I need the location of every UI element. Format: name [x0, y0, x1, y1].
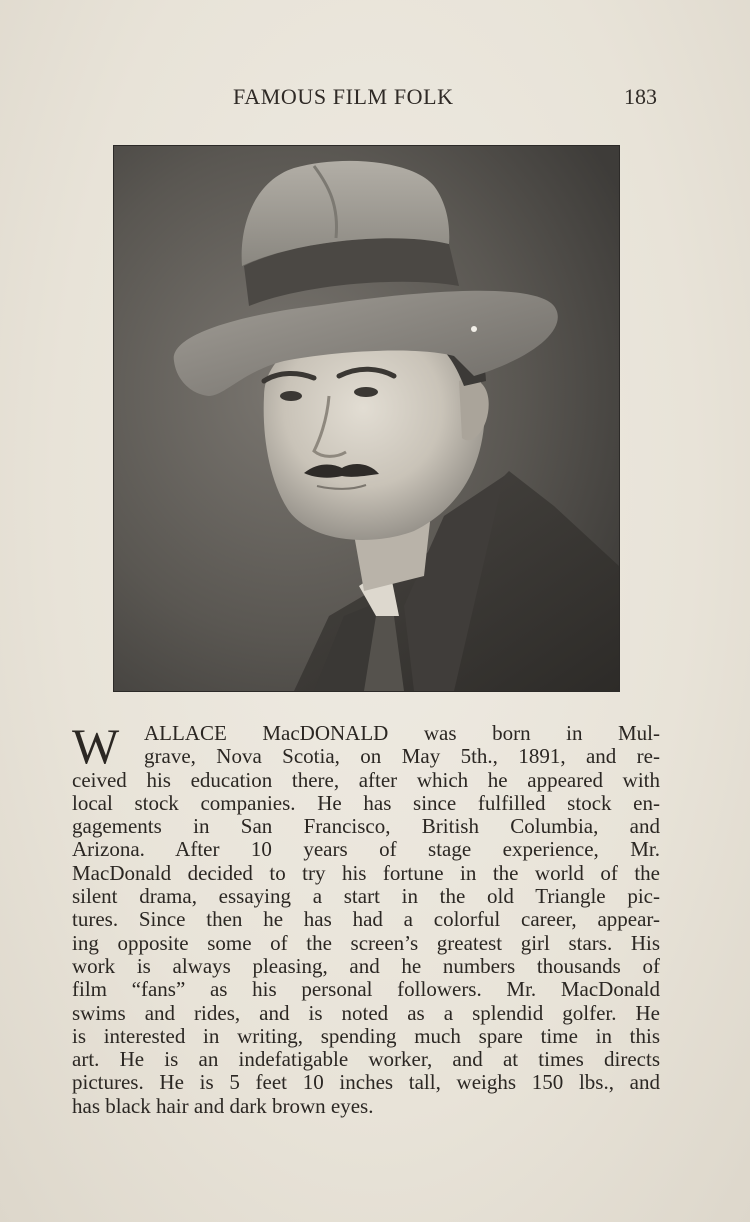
- bio-line: Arizona. After 10 years of stage experience, Mr.: [72, 837, 660, 862]
- bio-line: ALLACE MacDONALD was born in Mul-: [144, 721, 660, 745]
- drop-cap: W: [72, 718, 120, 774]
- portrait-illustration: [114, 146, 619, 691]
- running-title: FAMOUS FILM FOLK: [233, 84, 454, 109]
- bio-line: tures. Since then he has had a colorful career, appear-: [72, 907, 660, 932]
- bio-line: swims and rides, and is noted as a splendid golfer. He: [72, 1000, 660, 1025]
- bio-line: art. He is an indefatigable worker, and at times directs: [72, 1047, 660, 1072]
- bio-line: work is always pleasing, and he numbers thousands of: [72, 953, 660, 978]
- bio-line: pictures. He is 5 feet 10 inches tall, weighs 150 lbs., and: [72, 1070, 660, 1095]
- bio-line: local stock companies. He has since fulfilled stock en-: [72, 790, 660, 815]
- bio-line: MacDonald decided to try his fortune in the world of the: [72, 860, 660, 885]
- biography-paragraph: [72, 718, 660, 1118]
- bio-line: is interested in writing, spending much spare time in this: [72, 1023, 660, 1048]
- bio-line: grave, Nova Scotia, on May 5th., 1891, and re-: [144, 744, 660, 769]
- portrait-photo: [113, 145, 620, 692]
- page-number: 183: [624, 84, 657, 109]
- bio-line: silent drama, essaying a start in the old Triangle pic-: [72, 884, 660, 909]
- bio-line: film “fans” as his personal followers. Mr. MacDonald: [72, 977, 660, 1002]
- bio-line: ing opposite some of the screen’s greatest girl stars. His: [72, 930, 660, 955]
- bio-line: gagements in San Francisco, British Columbia, and: [72, 814, 660, 839]
- running-head: [0, 84, 750, 114]
- bio-line: ceived his education there, after which he appeared with: [72, 767, 660, 792]
- bio-line: has black hair and dark brown eyes.: [72, 1093, 374, 1118]
